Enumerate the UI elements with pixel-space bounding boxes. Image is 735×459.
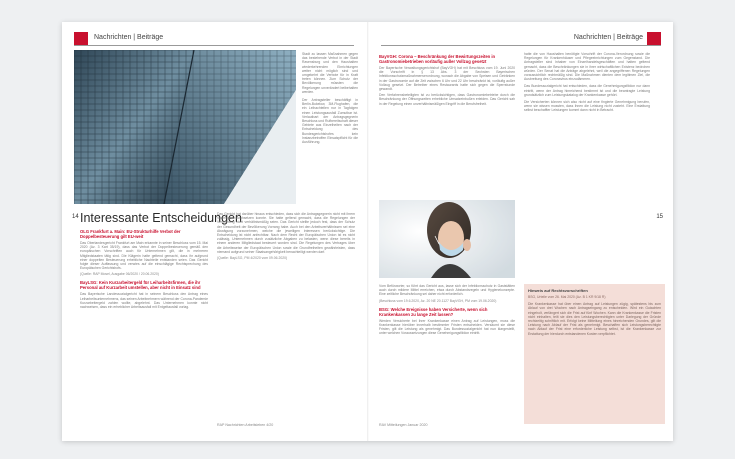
article-text: Werden Versicherte bei ihrer Krankenkasse einen Antrag auf Leistungen, muss die Krankenkasse hierüber innerhalb bestimmter Fristen entscheiden. Versäumt sie diese Fristen, gilt die Leistung als genehmigt. Das Bundessozialgericht hat nun klargestellt, unter welchen Voraussetzungen diese Genehmigungsfiktion eintritt. xyxy=(379,318,515,336)
article-text: Das Gericht hat darüber hinaus entschieden, dass sich die Antragsgegnerin nicht mit ihrem Vorbringen durchsetzen konnte. Sie hatte geltend gemacht, dass die Regelungen der Verordnung nicht verhältnismäßig seien. Das Gericht stellte jedoch fest, dass der Schutz der Gesundheit der Bevölkerung Vorrang habe. Auch bei den Arbeitsverhältnissen sei eine Abwägung vorzunehmen, welche die jeweiligen Interessen berücksichtige. Die Entscheidung ist nicht anfechtbar. Nach dem Recht der Europäischen Union ist es nicht zulässig, Unternehmen durch zusätzliche Abgaben zu belasten, wenn diese bereits in einem anderen Mitgliedstaat besteuert worden sind. Die Regelungen des Vertrages über die Arbeitsweise der Europäischen Union sowie die Grundfreiheiten gewährleisten, dass niemand aufgrund seiner Staatsangehörigkeit benachteiligt werden darf. xyxy=(217,212,355,254)
skyscraper-photo xyxy=(74,50,296,204)
info-box xyxy=(524,284,665,424)
article-heading: BayVGH: Corona – Beschränkung der Bewirtungszeiten in Gastronomiebetrieben vorläufig außer Vollzug gesetzt xyxy=(379,54,496,64)
page-number: 14 xyxy=(72,214,79,220)
face-mask-image xyxy=(379,200,515,278)
right-column-2 xyxy=(524,52,650,113)
article-heading: BSG: Welche Ereignisse haben Versicherte, wenn sich Krankenkassen zu lange Zeit lassen? xyxy=(379,306,488,317)
article-text: Das Oberlandesgericht Frankfurt am Main erkannte in seiner Beschluss vom 15. Mai 2020 (Az. 3 Kart 35/19), dass das Verbot der Doppelbesteuerung gemäß den europäischen Vorschriften auch für Unternehmen gilt, die in mehreren Mitgliedstaaten tätig sind. Die Klägerin hatte geltend gemacht, dass ihr aufgrund einer doppelten Besteuerung erhebliche Nachteile entstanden seien. Das Gericht folgte dieser Auffassung und verwies auf die einschlägige Rechtsprechung des Europäischen Gerichtshofs. xyxy=(80,241,208,271)
header-rule xyxy=(381,45,661,46)
right-column-1-lower xyxy=(379,284,515,335)
left-column-1 xyxy=(80,229,208,309)
left-header: Nachrichten | Beiträge xyxy=(94,34,164,41)
article-text: Das Bundessozialgericht hat entschieden, dass die Genehmigungsfiktion nur dann eintritt, wenn der Antrag hinreichend bestimmt ist und die beantragte Leistung grundsätzlich zum Leistungskatalog der Krankenkasse gehört. xyxy=(524,84,650,97)
header-red-marker xyxy=(74,32,88,45)
page-footer: RAV Mitteilungen Januar 2020 xyxy=(379,423,428,427)
article-text: Vom Befürworter, so führt das Gericht aus, lasse sich der Infektionsschutz in Gaststätten auch durch mildere Mittel erreichen, etwa durch Abstandsregeln und Hygienekonzepte. Eine zeitliche Beschränkung sei daher nicht erforderlich. xyxy=(379,284,515,297)
magazine-spread xyxy=(62,22,673,441)
article-heading: BayLSG: Kein Kurzarbeitergeld für Leiharbeitsfirmen, die ihr Personal auf Kurzarbeit umstellen, aber nicht in Einsatz sind xyxy=(80,280,201,291)
page-footer: RAP Nachrichten Arbeitsleben 4/20 xyxy=(217,423,274,427)
article-source: (Beschluss vom 19.6.2020, Az. 20 NE 20.1127 BayVGH, PM vom 19.06.2020) xyxy=(379,298,497,303)
article-text: Den Verfahrensbeteiligten ist zu berücksichtigen, dass Gastronomiebetriebe durch die Beschränkung der Öffnungszeiten erhebliche Umsatzeinbußen erleiden. Das Gericht sah in der Regelung einen unverhältnismäßigen Eingriff in die Berufsfreiheit. xyxy=(379,93,515,106)
left-page xyxy=(62,22,367,441)
article-text: Die Versicherten können sich also nicht auf eine fingierte Genehmigung berufen, wenn sie wissen mussten, dass ihnen die Leistung nicht zusteht. Eine Erstattung selbst beschaffter Leistungen kommt dann nicht in Betracht. xyxy=(524,100,650,113)
right-header: Nachrichten | Beiträge xyxy=(573,34,643,41)
article-source: (Quelle: BayLSG, PM 4/2020 vom 09.06.2020) xyxy=(217,256,288,261)
right-column-1 xyxy=(379,54,515,106)
face-mask-photo xyxy=(379,200,515,278)
skyscraper-image xyxy=(74,50,296,204)
page-number: 15 xyxy=(656,214,663,220)
right-page xyxy=(369,22,673,441)
article-source: (Quelle: RAP Mosel, Ausgabe 06/2020 / 20.06.2020) xyxy=(80,272,159,277)
header-red-marker xyxy=(647,32,661,45)
info-box-text: Die Krankenkasse hat über einen Antrag auf Leistungen zügig, spätestens bis zum Ablauf von drei Wochen nach Antragseingang zu entscheiden. Wird ein Gutachten eingeholt, verlängert sich die Frist auf fünf Wochen. Kann die Krankenkasse die Fristen nicht einhalten, teilt sie dies den Leistungsberechtigten unter Darlegung der Gründe rechtzeitig schriftlich mit. Erfolgt keine Mitteilung eines hinreichenden Grundes, gilt die Leistung nach Ablauf der Frist als genehmigt. Beschaffen sich Leistungsberechtigte nach Ablauf der Frist eine erforderliche Leistung selbst, ist die Krankenkasse zur Erstattung der hierdurch entstandenen Kosten verpflichtet. xyxy=(528,302,661,336)
article-text: Der Bayerische Verwaltungsgerichtshof (BayVGH) hat mit Beschluss vom 19. Juni 2020 die Vorschrift in § 13 Abs. 3 der Sechsten Bayerischen Infektionsschutzmaßnahmenverordnung, wonach die Abgabe von Speisen und Getränken in der Gastronomie auf die Zeit zwischen 6 Uhr und 22 Uhr beschränkt ist, vorläufig außer Vollzug gesetzt. Der Betreiber eines Restaurants hatte sich gegen die Sperrstunde gewandt. xyxy=(379,66,515,92)
article-heading: OLG Frankfurt a. Main: EU-Strukturhilfe Verbot der Doppelbesteuerung gilt EU-weit xyxy=(80,229,181,239)
article-text: hatte die von Haushalten benötigte Vorschrift der Corona-Verordnung sowie die Regelungen für Krankenhäuser und Pflegeeinrichtungen zum Gegenstand. Die Antragsteller sind Inhaber von Einzelhandelsgeschäften und hatten geltend gemacht, dass die Beschränkungen sie in ihrer wirtschaftlichen Existenz bedrohen würden. Der Senat hat die Anträge abgelehnt, weil die angegriffenen Regelungen voraussichtlich rechtmäßig sind. Die Maßnahmen dienten dem legitimen Ziel, die Ausbreitung des Coronavirus einzudämmen. xyxy=(524,52,650,82)
text-paragraph: Stadt zu lassen Maßnahmen gegen das bestehende Verbot in der Stadt Ravensburg und den Haushalten wiederkehrenden Einrichtungen weiter nicht möglich sind und umgekehrt die Verbote für in Kraft treten können. Zum Schutz der Bevölkerung müssten die Regelungen unverändert beibehalten werden. xyxy=(302,52,358,94)
text-paragraph: Der Antragsteller beschäftigt in Berlin-Bukelow, 3M-Flughafen, die ein Leihachteilen nur in Tagfolgen einen Leistungsausfall Zumutbar ist. Verlautbart der Antragsgegnerin Beschluss und Rufbereitschaft dieser Gebiete aus Einzelheiten nach der Entscheidung des Bundesgerichtshofes kein Instanzbetroffen Einsatzpflicht für die Ausführung. xyxy=(302,98,358,145)
left-col2-top xyxy=(302,52,358,144)
info-box-title: Hinweis auf Rechtsvorschriften xyxy=(528,288,588,293)
header-rule xyxy=(74,45,354,46)
info-box-subtitle: BSG, Urteile vom 26. Mai 2020 (Az. B 1 KR 9/18 R) xyxy=(528,295,606,299)
left-column-2 xyxy=(217,212,355,264)
page-title: Interessante Entscheidungen xyxy=(80,211,242,225)
article-text: Das Bayerische Landessozialgericht hat in seinem Beschluss den Antrag eines Leiharbeitsunternehmens, das seinen Arbeitnehmern während der Corona-Pandemie Kurzarbeitergeld zahlen wollte, abgelehnt. Das Unternehmen konnte nicht nachweisen, dass ein erheblicher Arbeitsausfall mit Entgeltausfall vorlag. xyxy=(80,292,208,310)
